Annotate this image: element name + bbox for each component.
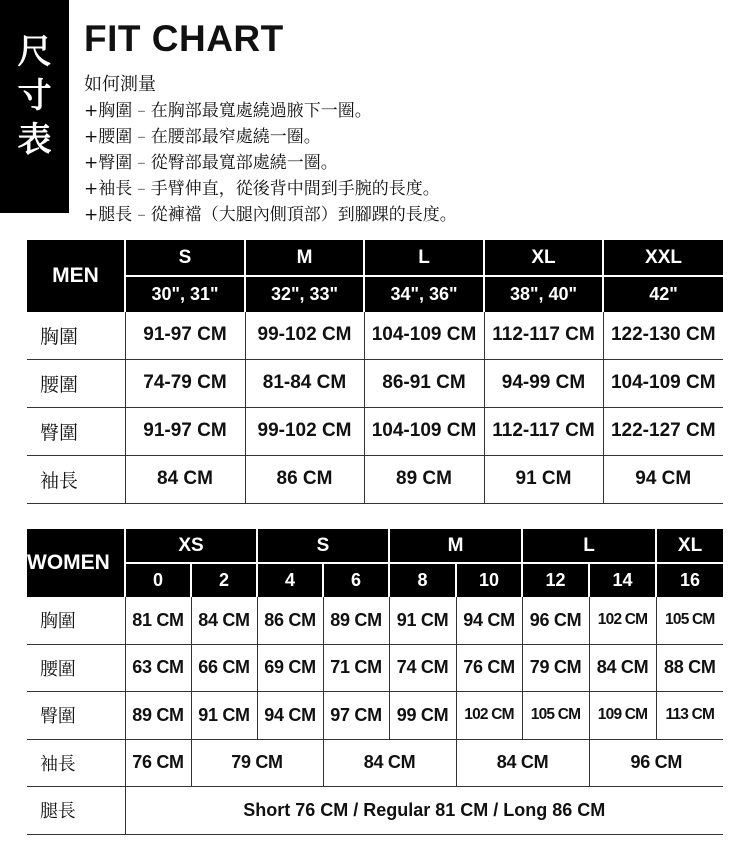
numeric-size-label: 0 (125, 563, 191, 597)
table-cell: 91 CM (389, 597, 456, 644)
table-cell: 84 CM (125, 455, 245, 503)
size-label: XXL (603, 240, 723, 276)
row-label: 臀圍 (27, 691, 125, 739)
table-cell: 63 CM (125, 644, 191, 691)
numeric-size-label: 6 (323, 563, 389, 597)
numeric-size-label: 4 (257, 563, 323, 597)
table-row (27, 644, 723, 691)
page-title: FIT CHART (84, 18, 284, 59)
numeric-size-label: 16 (656, 563, 723, 597)
instruction-item: +袖長 – 手臂伸直，從後背中間到手腕的長度。 (84, 179, 440, 199)
row-label: 腰圍 (27, 644, 125, 691)
table-cell: 84 CM (589, 644, 656, 691)
instruction-item: +腰圍 – 在腰部最窄處繞一圈。 (84, 127, 321, 147)
table-cell: 122-130 CM (603, 312, 723, 359)
waist-size-label: 38", 40" (484, 276, 603, 312)
table-row (27, 597, 723, 644)
size-label: M (389, 529, 522, 563)
side-tab-char: 尺 (17, 32, 52, 72)
table-cell: 122-127 CM (603, 407, 723, 455)
table-cell: 91-97 CM (125, 312, 245, 359)
subtitle: 如何測量 (84, 74, 156, 95)
inseam-value: Short 76 CM / Regular 81 CM / Long 86 CM (125, 786, 723, 834)
table-cell: 71 CM (323, 644, 389, 691)
row-label: 胸圍 (27, 597, 125, 644)
size-label: S (257, 529, 389, 563)
table-cell: 84 CM (323, 739, 456, 786)
size-label: L (522, 529, 656, 563)
table-cell: 105 CM (522, 691, 589, 739)
table-cell: 109 CM (589, 691, 656, 739)
side-tab (0, 0, 69, 213)
table-cell: 99-102 CM (245, 312, 364, 359)
women-header: WOMEN (27, 551, 110, 574)
table-cell: 113 CM (656, 691, 723, 739)
row-label: 袖長 (27, 739, 125, 786)
table-row (27, 691, 723, 739)
table-cell: 74-79 CM (125, 359, 245, 407)
table-cell: 91 CM (191, 691, 257, 739)
table-cell: 86 CM (245, 455, 364, 503)
numeric-size-label: 14 (589, 563, 656, 597)
table-cell: 102 CM (589, 597, 656, 644)
numeric-size-label: 12 (522, 563, 589, 597)
table-cell: 94 CM (603, 455, 723, 503)
instruction-item: +臀圍 – 從臀部最寬部處繞一圈。 (84, 153, 338, 173)
size-label: M (245, 240, 364, 276)
table-cell: 88 CM (656, 644, 723, 691)
table-cell: 79 CM (191, 739, 323, 786)
table-cell: 79 CM (522, 644, 589, 691)
side-tab-char: 寸 (17, 76, 52, 116)
table-cell: 81 CM (125, 597, 191, 644)
table-row (27, 786, 723, 834)
table-cell: 84 CM (456, 739, 589, 786)
table-cell: 99-102 CM (245, 407, 364, 455)
side-tab-char: 表 (17, 120, 52, 160)
table-row (27, 455, 723, 503)
waist-size-label: 30", 31" (125, 276, 245, 312)
row-label: 胸圍 (27, 312, 125, 359)
table-cell: 89 CM (364, 455, 484, 503)
table-cell: 94 CM (257, 691, 323, 739)
table-cell: 91 CM (484, 455, 603, 503)
table-cell: 84 CM (191, 597, 257, 644)
table-row (27, 312, 723, 359)
women-size-table (27, 529, 723, 835)
table-cell: 102 CM (456, 691, 522, 739)
table-cell: 105 CM (656, 597, 723, 644)
numeric-size-label: 8 (389, 563, 456, 597)
table-cell: 66 CM (191, 644, 257, 691)
row-label: 腰圍 (27, 359, 125, 407)
instructions-list (84, 98, 457, 228)
size-label: XS (125, 529, 257, 563)
size-label: L (364, 240, 484, 276)
table-cell: 89 CM (125, 691, 191, 739)
table-cell: 104-109 CM (364, 407, 484, 455)
table-cell: 86 CM (257, 597, 323, 644)
table-cell: 112-117 CM (484, 312, 603, 359)
size-label: S (125, 240, 245, 276)
table-cell: 91-97 CM (125, 407, 245, 455)
numeric-size-label: 10 (456, 563, 522, 597)
table-cell: 89 CM (323, 597, 389, 644)
table-cell: 97 CM (323, 691, 389, 739)
instruction-item: +腿長 – 從褲襠（大腿內側頂部）到腳踝的長度。 (84, 205, 457, 225)
table-cell: 96 CM (589, 739, 723, 786)
table-cell: 96 CM (522, 597, 589, 644)
size-label: XL (484, 240, 603, 276)
table-cell: 94-99 CM (484, 359, 603, 407)
table-row (27, 359, 723, 407)
size-label: XL (656, 529, 723, 563)
numeric-size-label: 2 (191, 563, 257, 597)
waist-size-label: 42" (603, 276, 723, 312)
table-row (27, 739, 723, 786)
men-header: MEN (52, 264, 99, 287)
row-label: 臀圍 (27, 407, 125, 455)
table-cell: 74 CM (389, 644, 456, 691)
table-cell: 76 CM (125, 739, 191, 786)
table-cell: 94 CM (456, 597, 522, 644)
waist-size-label: 34", 36" (364, 276, 484, 312)
table-cell: 104-109 CM (603, 359, 723, 407)
men-size-table (27, 240, 723, 504)
table-cell: 69 CM (257, 644, 323, 691)
table-cell: 99 CM (389, 691, 456, 739)
table-cell: 81-84 CM (245, 359, 364, 407)
instruction-item: +胸圍 – 在胸部最寬處繞過腋下一圈。 (84, 101, 372, 121)
table-row (27, 407, 723, 455)
table-cell: 104-109 CM (364, 312, 484, 359)
waist-size-label: 32", 33" (245, 276, 364, 312)
table-cell: 112-117 CM (484, 407, 603, 455)
row-label: 袖長 (27, 455, 125, 503)
row-label: 腿長 (27, 786, 125, 834)
table-cell: 86-91 CM (364, 359, 484, 407)
table-cell: 76 CM (456, 644, 522, 691)
